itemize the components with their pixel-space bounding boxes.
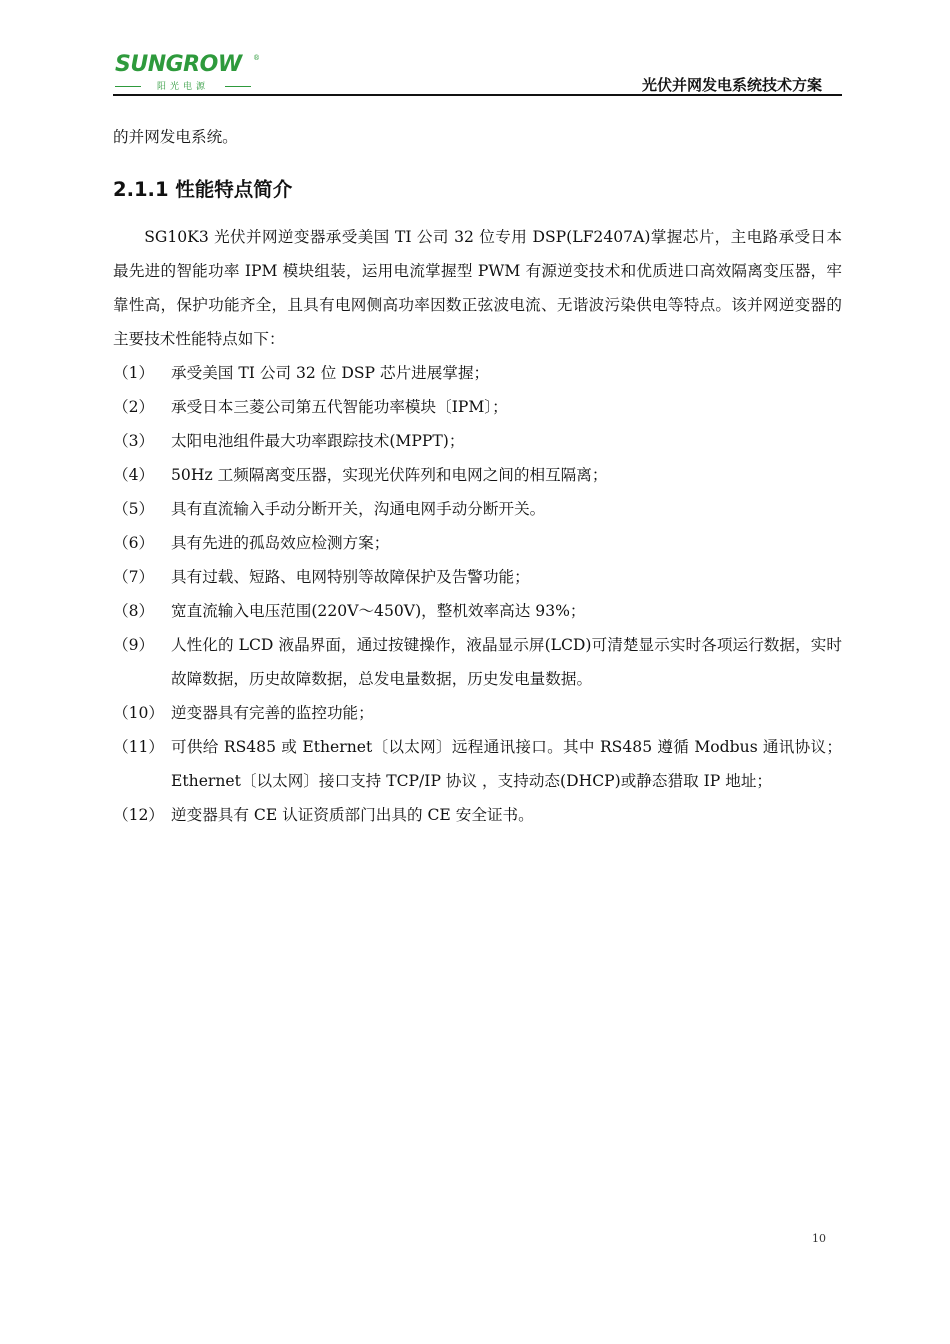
list-item-text: 承受日本三菱公司第五代智能功率模块〔IPM〕；: [171, 398, 508, 416]
list-item-number: （7）: [113, 568, 155, 586]
logo-wordmark: SUNGROW: [115, 52, 242, 77]
list-item-number: （1）: [113, 364, 155, 382]
continuation-paragraph: 的并网发电系统。: [113, 128, 238, 146]
list-item-text: 具有直流输入手动分断开关，沟通电网手动分断开关。: [171, 500, 546, 518]
list-item: [113, 594, 842, 628]
list-item-number: （10）: [113, 704, 165, 722]
list-item-text: 可供给 RS485 或 Ethernet〔以太网〕远程通讯接口。其中 RS485 遵循 Modbus 通讯协议；Ethernet〔以太网〕接口支持 TCP/IP 协议 ，支持动态(DHCP)或静态猎取 IP 地址；: [171, 738, 842, 790]
logo-subtitle: 阳光电源: [113, 79, 253, 93]
feature-list: [113, 356, 842, 832]
list-item-text: 宽直流输入电压范围(220V～450V)，整机效率高达 93%；: [171, 602, 586, 620]
sungrow-logo: [113, 52, 263, 92]
list-item-number: （8）: [113, 602, 155, 620]
list-item-text: 人性化的 LCD 液晶界面，通过按键操作，液晶显示屏(LCD)可清楚显示实时各项运行数据，实时故障数据，历史故障数据，总发电量数据，历史发电量数据。: [171, 636, 842, 688]
header-rule: [113, 94, 842, 96]
list-item: [113, 390, 842, 424]
list-item: [113, 696, 842, 730]
list-item-number: （3）: [113, 432, 155, 450]
section-heading: 2.1.1 性能特点简介: [113, 178, 293, 201]
document-title: 光伏并网发电系统技术方案: [641, 76, 822, 94]
list-item-text: 具有过载、短路、电网特别等故障保护及告警功能；: [171, 568, 530, 586]
list-item-text: 50Hz 工频隔离变压器，实现光伏阵列和电网之间的相互隔离；: [171, 466, 608, 484]
body-content: [113, 120, 842, 832]
list-item: [113, 560, 842, 594]
page-number: 10: [812, 1232, 826, 1245]
list-item-text: 承受美国 TI 公司 32 位 DSP 芯片进展掌握；: [171, 364, 490, 382]
logo-registered-mark: ®: [253, 54, 260, 62]
list-item: [113, 492, 842, 526]
list-item: [113, 526, 842, 560]
list-item-number: （11）: [113, 738, 165, 756]
list-item: [113, 424, 842, 458]
list-item: [113, 628, 842, 696]
list-item-text: 太阳电池组件最大功率跟踪技术(MPPT)；: [171, 432, 465, 450]
list-item-number: （4）: [113, 466, 155, 484]
list-item-text: 逆变器具有完善的监控功能；: [171, 704, 374, 722]
list-item-number: （12）: [113, 806, 165, 824]
list-item-number: （5）: [113, 500, 155, 518]
list-item: [113, 798, 842, 832]
list-item-number: （9）: [113, 636, 155, 654]
list-item-text: 具有先进的孤岛效应检测方案；: [171, 534, 390, 552]
intro-paragraph: SG10K3 光伏并网逆变器承受美国 TI 公司 32 位专用 DSP(LF2407A)掌握芯片，主电路承受日本最先进的智能功率 IPM 模块组装，运用电流掌握型 PWM 有源逆变技术和优质进口高效隔离变压器，牢靠性高，保护功能齐全，且具有电网侧高功率因数正弦波电流、无谐波污染供电等特点。该并网逆变器的主要技术性能特点如下：: [113, 228, 842, 348]
list-item-number: （6）: [113, 534, 155, 552]
page-header: [113, 48, 842, 96]
list-item-text: 逆变器具有 CE 认证资质部门出具的 CE 安全证书。: [171, 806, 534, 824]
list-item: [113, 458, 842, 492]
list-item-number: （2）: [113, 398, 155, 416]
list-item: [113, 356, 842, 390]
list-item: [113, 730, 842, 798]
